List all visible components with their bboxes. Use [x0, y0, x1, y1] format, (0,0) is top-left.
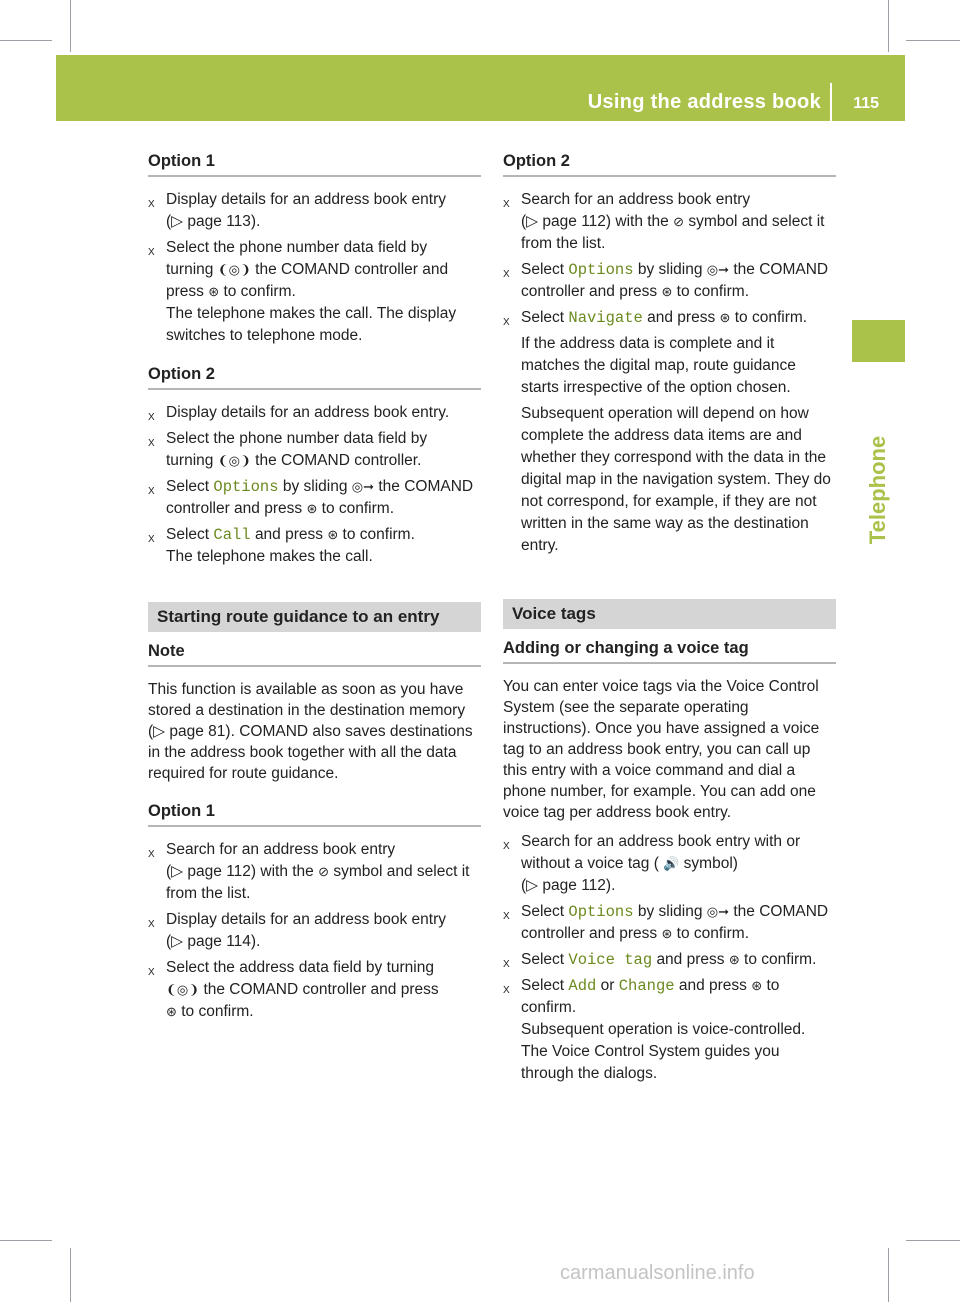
step-text: and press	[678, 977, 747, 994]
step-text: to confirm.	[676, 283, 750, 300]
step-text: the COMAND controller and press	[521, 903, 829, 942]
page-ref-icon: (▷	[521, 877, 539, 894]
step-text: to confirm.	[321, 500, 395, 517]
section-heading-voice-tags: Voice tags	[503, 599, 836, 629]
step-text: by sliding	[637, 261, 703, 278]
step-text: to confirm.	[342, 526, 415, 543]
step-text: symbol and select it from the list.	[521, 213, 825, 252]
step-arrow-icon: X	[148, 534, 155, 545]
step-text: the COMAND controller and press	[521, 261, 829, 300]
turn-controller-icon: ❨◎❩	[217, 262, 251, 277]
step	[503, 189, 836, 255]
step-text: Select	[521, 309, 565, 326]
step-result-text: The telephone makes the call. The display switches to telephone mode.	[166, 305, 457, 344]
step	[148, 909, 481, 953]
step-text: page 113).	[187, 213, 261, 230]
step-text: and press	[254, 526, 324, 543]
menu-item-options: Options	[213, 478, 279, 496]
header-bar	[56, 55, 905, 121]
step-arrow-icon: X	[148, 486, 155, 497]
step-text: Select	[521, 261, 565, 278]
step-text: Select	[521, 903, 565, 920]
step	[503, 259, 836, 303]
step-result-text: The telephone makes the call.	[166, 548, 373, 565]
page-ref-icon: (▷	[521, 213, 539, 230]
menu-item-options: Options	[568, 261, 634, 279]
step-result-text: Subsequent operation will depend on how complete the address data items are and whether they correspond with the data in the digital map in the navigation system. They do not correspond, for example, if they are not written in the same way as the destination entry.	[521, 405, 831, 554]
step-text: Search for an address book entry	[521, 191, 751, 208]
step-text: by sliding	[282, 478, 348, 495]
press-controller-icon: ⊛	[327, 527, 339, 542]
step-result-text: Subsequent operation is voice-controlled. The Voice Control System guides you through the dialogs.	[521, 1021, 806, 1082]
chapter-tab	[852, 320, 905, 362]
step-arrow-icon: X	[148, 849, 155, 860]
step	[148, 428, 481, 472]
navigation-symbol-icon: ⊘	[318, 864, 330, 879]
turn-controller-icon: ❨◎❩	[166, 982, 200, 997]
left-column	[148, 152, 481, 1027]
press-controller-icon: ⊛	[661, 284, 673, 299]
page-ref-icon: (▷	[166, 213, 184, 230]
step	[148, 402, 481, 424]
step-text: the COMAND controller and press	[203, 981, 439, 998]
step-text: Display details for an address book entry	[166, 191, 447, 208]
heading-option-1b: Option 1	[148, 802, 481, 827]
step	[148, 189, 481, 233]
step	[148, 237, 481, 347]
crop-mark	[888, 1248, 889, 1302]
step-text: symbol and select it from the list.	[166, 863, 470, 902]
step-text: turning	[166, 261, 214, 278]
step-text: and press	[656, 951, 725, 968]
step-text: Display details for an address book entry	[166, 911, 447, 928]
press-controller-icon: ⊛	[208, 284, 220, 299]
heading-option-2: Option 2	[148, 365, 481, 390]
step-arrow-icon: X	[148, 199, 155, 210]
step-text: the COMAND controller and	[255, 261, 449, 278]
step	[148, 476, 481, 520]
press-controller-icon: ⊛	[751, 978, 763, 993]
step	[503, 831, 836, 897]
step-text: Select the address data field by turning	[166, 959, 434, 976]
step-text: confirm.	[521, 999, 577, 1016]
slide-controller-icon: ◎➞	[706, 904, 730, 919]
step	[148, 957, 481, 1023]
step-text: Display details for an address book entry.	[166, 404, 450, 421]
step-text: the COMAND controller.	[255, 452, 422, 469]
step-text: page 112) with the	[187, 863, 314, 880]
step-text: Select	[521, 977, 565, 994]
step-text: Select the phone number data field by	[166, 239, 428, 256]
step-arrow-icon: X	[148, 919, 155, 930]
step-arrow-icon: X	[503, 985, 510, 996]
note-paragraph: This function is available as soon as you have stored a destination in the destination memory (▷ page 81). COMAND also saves destinations in the address book together with all the data required for route guidance.	[148, 681, 473, 782]
step-arrow-icon: X	[148, 412, 155, 423]
step-text: Search for an address book entry	[166, 841, 396, 858]
crop-mark	[0, 1240, 52, 1241]
step-text: to confirm.	[744, 951, 817, 968]
page-ref-icon: (▷	[166, 863, 184, 880]
section-heading-route: Starting route guidance to an entry	[148, 602, 481, 632]
menu-item-change: Change	[618, 977, 675, 995]
menu-item-options: Options	[568, 903, 634, 921]
step	[148, 839, 481, 905]
crop-mark	[906, 1240, 960, 1241]
heading-option-1: Option 1	[148, 152, 481, 177]
step-text: to confirm.	[181, 1003, 254, 1020]
step-arrow-icon: X	[148, 438, 155, 449]
step-text: press	[166, 283, 204, 300]
step-text: Select	[166, 526, 210, 543]
crop-mark	[888, 0, 889, 52]
press-controller-icon: ⊛	[306, 501, 318, 516]
step-text: page 112).	[542, 877, 616, 894]
step	[503, 901, 836, 945]
step-arrow-icon: X	[503, 317, 510, 328]
step-text: turning	[166, 452, 214, 469]
voice-paragraph: You can enter voice tags via the Voice Control System (see the separate operating instructions). Once you have assigned a voice tag to an address book entry, you can call up this entry with a voice command and dial a phone number, for example. You can add one voice tag per address book entry.	[503, 678, 820, 821]
press-controller-icon: ⊛	[661, 926, 673, 941]
watermark: carmanualsonline.info	[560, 1262, 755, 1284]
page-title: Using the address book	[587, 91, 821, 113]
step-text: to confirm.	[734, 309, 808, 326]
step-text: Search for an address book entry with or without a voice tag (	[521, 833, 801, 872]
step	[503, 949, 836, 971]
menu-item-add: Add	[568, 977, 597, 995]
menu-item-navigate: Navigate	[568, 309, 643, 327]
press-controller-icon: ⊛	[166, 1004, 177, 1019]
heading-note: Note	[148, 642, 481, 667]
heading-adding-voice-tag: Adding or changing a voice tag	[503, 639, 836, 664]
step-text: the COMAND controller and press	[166, 478, 474, 517]
step-text: Select	[521, 951, 565, 968]
step-text: by sliding	[637, 903, 703, 920]
crop-mark	[0, 40, 52, 41]
step-text: to confirm.	[676, 925, 750, 942]
step-text: to confirm.	[223, 283, 296, 300]
step-arrow-icon: X	[503, 269, 510, 280]
step-arrow-icon: X	[503, 199, 510, 210]
step-text: or	[600, 977, 615, 994]
step-text: page 114).	[187, 933, 261, 950]
crop-mark	[70, 1248, 71, 1302]
step-arrow-icon: X	[503, 911, 510, 922]
page-number: 115	[853, 95, 879, 112]
voice-tag-icon: 🔊	[663, 856, 680, 871]
menu-item-call: Call	[213, 526, 251, 544]
crop-mark	[906, 40, 960, 41]
crop-mark	[70, 0, 71, 52]
chapter-label: Telephone	[865, 435, 890, 545]
step-result-text: If the address data is complete and it matches the digital map, route guidance starts irrespective of the option chosen.	[521, 335, 796, 396]
press-controller-icon: ⊛	[719, 310, 731, 325]
step	[503, 975, 836, 1085]
step-arrow-icon: X	[503, 841, 510, 852]
menu-item-voice-tag: Voice tag	[568, 951, 653, 969]
step-text: Select	[166, 478, 210, 495]
step-text: to	[766, 977, 780, 994]
step-text: page 112) with the	[542, 213, 669, 230]
heading-option-2-right: Option 2	[503, 152, 836, 177]
page-ref-icon: (▷	[166, 933, 184, 950]
turn-controller-icon: ❨◎❩	[217, 453, 251, 468]
step-text: symbol)	[683, 855, 738, 872]
slide-controller-icon: ◎➞	[351, 479, 375, 494]
step-text: Select the phone number data field by	[166, 430, 428, 447]
step-text: and press	[647, 309, 716, 326]
navigation-symbol-icon: ⊘	[673, 214, 685, 229]
step-arrow-icon: X	[148, 967, 155, 978]
slide-controller-icon: ◎➞	[706, 262, 730, 277]
step	[503, 307, 836, 557]
step-arrow-icon: X	[503, 959, 510, 970]
press-controller-icon: ⊛	[728, 952, 740, 967]
step-arrow-icon: X	[148, 247, 155, 258]
right-column	[503, 152, 836, 1089]
header-divider	[830, 83, 832, 121]
step	[148, 524, 481, 568]
